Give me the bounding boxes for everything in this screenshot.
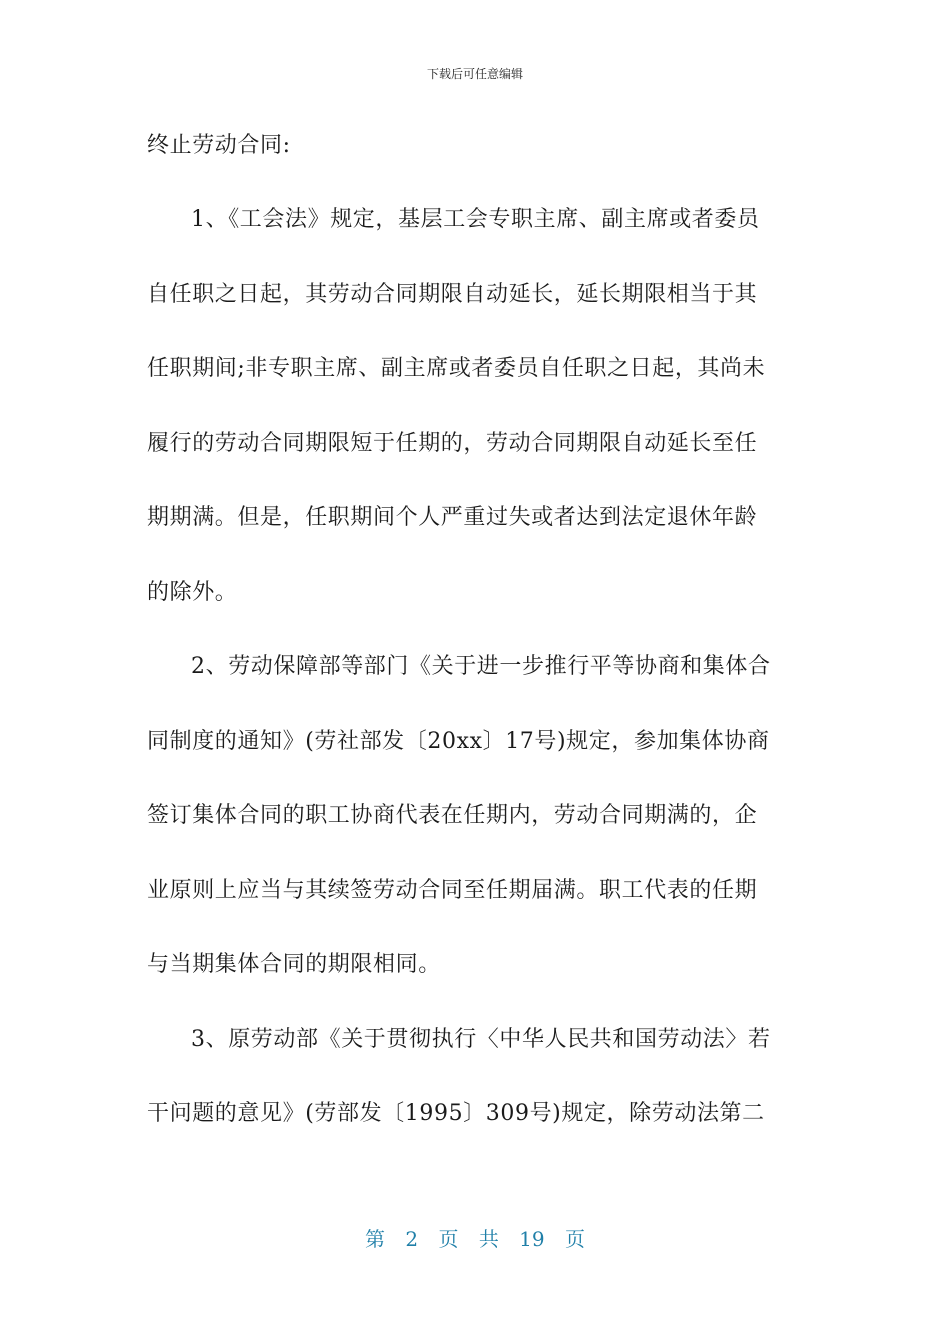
- total-pages-number: 19: [519, 1227, 545, 1251]
- text-line: 终止劳动合同:: [147, 133, 291, 158]
- page-number-footer: [0, 1226, 950, 1252]
- text-line: 的除外。: [147, 580, 238, 605]
- footer-prefix: 第: [365, 1227, 385, 1251]
- text-line: 期期满。但是，任职期间个人严重过失或者达到法定退休年龄: [147, 505, 758, 530]
- text-line: 业原则上应当与其续签劳动合同至任期届满。职工代表的任期: [147, 878, 758, 903]
- text-line: 履行的劳动合同期限短于任期的，劳动合同期限自动延长至任: [147, 431, 758, 456]
- text-line: 干问题的意见》(劳部发〔1995〕309号)规定，除劳动法第二: [147, 1101, 765, 1126]
- footer-suffix: 页: [564, 1227, 585, 1251]
- paragraph-3-start: 3、原劳动部《关于贯彻执行〈中华人民共和国劳动法〉若: [191, 1027, 771, 1052]
- text-line: 签订集体合同的职工协商代表在任期内，劳动合同期满的，企: [147, 803, 758, 828]
- footer-page-word: 页: [438, 1227, 459, 1251]
- text-line: 自任职之日起，其劳动合同期限自动延长，延长期限相当于其: [147, 282, 758, 307]
- text-line: 任职期间;非专职主席、副主席或者委员自任职之日起，其尚未: [147, 356, 766, 381]
- paragraph-1-start: 1、《工会法》规定，基层工会专职主席、副主席或者委员: [191, 207, 760, 232]
- text-line: 与当期集体合同的期限相同。: [147, 952, 441, 977]
- text-line: 同制度的通知》(劳社部发〔20xx〕17号)规定，参加集体协商: [147, 729, 770, 754]
- footer-total-word: 共: [478, 1227, 499, 1251]
- page-header: 下载后可任意编辑: [426, 67, 523, 81]
- current-page-number: 2: [405, 1227, 419, 1251]
- paragraph-2-start: 2、劳动保障部等部门《关于进一步推行平等协商和集体合: [191, 654, 771, 679]
